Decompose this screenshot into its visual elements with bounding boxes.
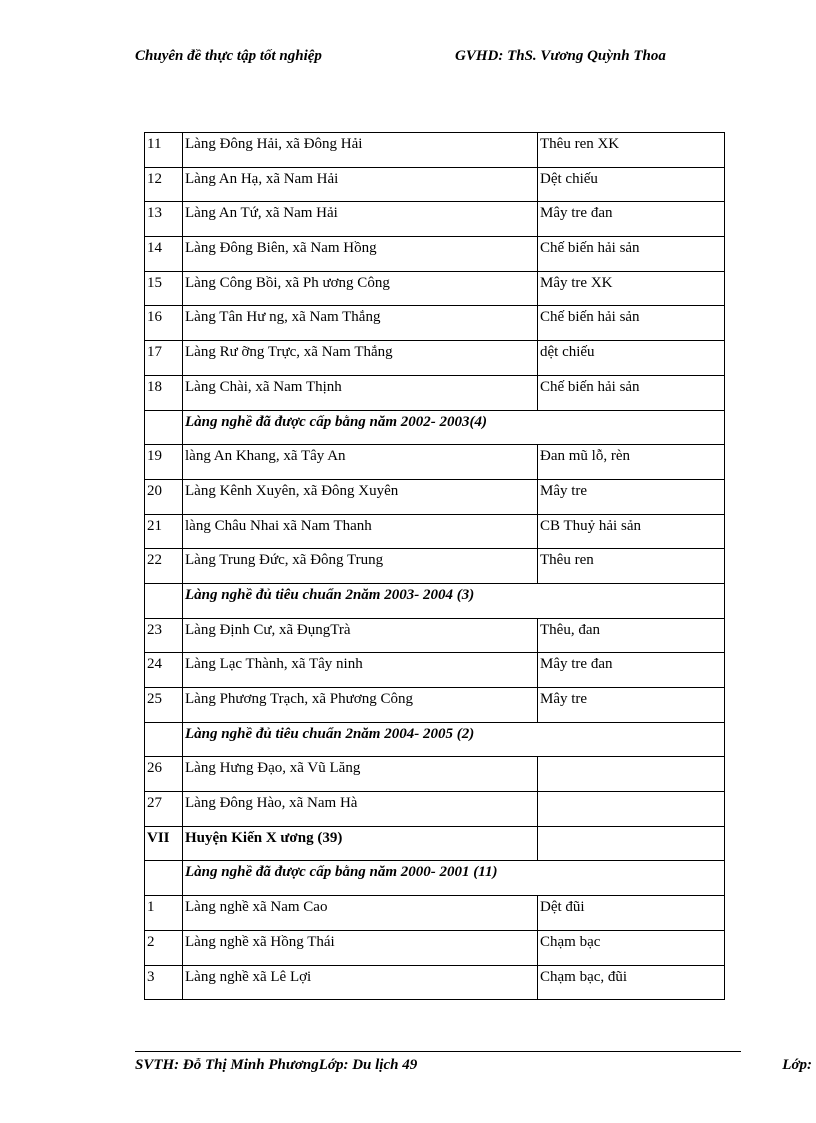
craft-product xyxy=(538,757,725,792)
craft-product: Mây tre xyxy=(538,688,725,723)
craft-product: Thêu, đan xyxy=(538,618,725,653)
row-number: 1 xyxy=(145,896,183,931)
village-name: làng Châu Nhai xã Nam Thanh xyxy=(183,514,538,549)
table-row xyxy=(145,653,725,688)
craft-product: Mây tre XK xyxy=(538,271,725,306)
row-number: 23 xyxy=(145,618,183,653)
village-name: Làng Lạc Thành, xã Tây ninh xyxy=(183,653,538,688)
row-number: 13 xyxy=(145,202,183,237)
craft-product: Chế biến hải sản xyxy=(538,375,725,410)
section-title: Làng nghề đủ tiêu chuẩn 2năm 2004- 2005 (2) xyxy=(183,722,725,757)
craft-product: Thêu ren XK xyxy=(538,133,725,168)
craft-village-table xyxy=(144,132,725,1000)
table-row xyxy=(145,202,725,237)
section-title: Làng nghề đủ tiêu chuẩn 2năm 2003- 2004 (3) xyxy=(183,583,725,618)
table-row xyxy=(145,549,725,584)
row-number: 11 xyxy=(145,133,183,168)
section-number-cell xyxy=(145,861,183,896)
row-number: 16 xyxy=(145,306,183,341)
craft-product: Chạm bạc xyxy=(538,930,725,965)
footer-divider xyxy=(135,1051,741,1052)
section-header-row xyxy=(145,722,725,757)
header-title: Chuyên đề thực tập tốt nghiệp xyxy=(135,48,322,64)
village-name: Làng Rư ỡng Trực, xã Nam Thắng xyxy=(183,341,538,376)
table-row xyxy=(145,306,725,341)
footer-student: SVTH: Đỗ Thị Minh PhươngLớp: Du lịch 49 xyxy=(135,1057,418,1073)
craft-product: Chế biến hải sản xyxy=(538,306,725,341)
table-row xyxy=(145,237,725,272)
section-title: Làng nghề đã được cấp bằng năm 2000- 2001 (11) xyxy=(183,861,725,896)
craft-product: Chế biến hải sản xyxy=(538,237,725,272)
craft-product: dệt chiếu xyxy=(538,341,725,376)
page-footer xyxy=(135,1057,816,1079)
district-row xyxy=(145,826,725,861)
table-row xyxy=(145,479,725,514)
craft-product: Mây tre xyxy=(538,479,725,514)
section-header-row xyxy=(145,410,725,445)
header-advisor: GVHD: ThS. Vương Quỳnh Thoa xyxy=(455,48,666,64)
row-number: 17 xyxy=(145,341,183,376)
table-row xyxy=(145,618,725,653)
village-name: Làng Hưng Đạo, xã Vũ Lăng xyxy=(183,757,538,792)
table-row xyxy=(145,792,725,827)
craft-product: Dệt đũi xyxy=(538,896,725,931)
village-name: Làng Kênh Xuyên, xã Đông Xuyên xyxy=(183,479,538,514)
craft-product: CB Thuỷ hải sản xyxy=(538,514,725,549)
section-number-cell xyxy=(145,410,183,445)
craft-product: Mây tre đan xyxy=(538,202,725,237)
table-row xyxy=(145,375,725,410)
village-name: Làng An Tứ, xã Nam Hải xyxy=(183,202,538,237)
craft-product: Dệt chiếu xyxy=(538,167,725,202)
page-header xyxy=(135,48,735,70)
footer-class: Lớp: xyxy=(782,1057,812,1073)
row-number: 14 xyxy=(145,237,183,272)
table-row xyxy=(145,757,725,792)
section-header-row xyxy=(145,861,725,896)
row-number: 2 xyxy=(145,930,183,965)
table-row xyxy=(145,445,725,480)
village-name: làng An Khang, xã Tây An xyxy=(183,445,538,480)
row-number: 19 xyxy=(145,445,183,480)
village-name: Làng Tân Hư ng, xã Nam Thắng xyxy=(183,306,538,341)
row-number: 21 xyxy=(145,514,183,549)
craft-product: Mây tre đan xyxy=(538,653,725,688)
table-row xyxy=(145,896,725,931)
row-number: 15 xyxy=(145,271,183,306)
village-name: Làng nghề xã Hồng Thái xyxy=(183,930,538,965)
row-number: 27 xyxy=(145,792,183,827)
row-number: 22 xyxy=(145,549,183,584)
section-header-row xyxy=(145,583,725,618)
village-name: Huyện Kiến X ương (39) xyxy=(183,826,538,861)
village-name: Làng Định Cư, xã ĐụngTrà xyxy=(183,618,538,653)
row-number: 18 xyxy=(145,375,183,410)
village-name: Làng Đông Hải, xã Đông Hải xyxy=(183,133,538,168)
row-number: 20 xyxy=(145,479,183,514)
village-name: Làng Đông Biên, xã Nam Hồng xyxy=(183,237,538,272)
table-row xyxy=(145,271,725,306)
craft-product: Thêu ren xyxy=(538,549,725,584)
village-name: Làng Trung Đức, xã Đông Trung xyxy=(183,549,538,584)
village-name: Làng Đông Hào, xã Nam Hà xyxy=(183,792,538,827)
section-number-cell xyxy=(145,583,183,618)
table-row xyxy=(145,341,725,376)
village-name: Làng An Hạ, xã Nam Hải xyxy=(183,167,538,202)
row-number: 25 xyxy=(145,688,183,723)
village-name: Làng nghề xã Lê Lợi xyxy=(183,965,538,1000)
table-row xyxy=(145,167,725,202)
row-number: 3 xyxy=(145,965,183,1000)
row-number: 12 xyxy=(145,167,183,202)
craft-product xyxy=(538,826,725,861)
village-name: Làng Chài, xã Nam Thịnh xyxy=(183,375,538,410)
table-row xyxy=(145,965,725,1000)
craft-product: Đan mũ lỗ, rèn xyxy=(538,445,725,480)
table-row xyxy=(145,930,725,965)
table-row xyxy=(145,133,725,168)
village-name: Làng Phương Trạch, xã Phương Công xyxy=(183,688,538,723)
table-row xyxy=(145,514,725,549)
craft-product xyxy=(538,792,725,827)
craft-product: Chạm bạc, đũi xyxy=(538,965,725,1000)
table-body xyxy=(145,133,725,1000)
section-number-cell xyxy=(145,722,183,757)
village-name: Làng nghề xã Nam Cao xyxy=(183,896,538,931)
table-row xyxy=(145,688,725,723)
row-number: 24 xyxy=(145,653,183,688)
section-title: Làng nghề đã được cấp bằng năm 2002- 2003(4) xyxy=(183,410,725,445)
row-number: VII xyxy=(145,826,183,861)
village-name: Làng Công Bồi, xã Ph ương Công xyxy=(183,271,538,306)
row-number: 26 xyxy=(145,757,183,792)
